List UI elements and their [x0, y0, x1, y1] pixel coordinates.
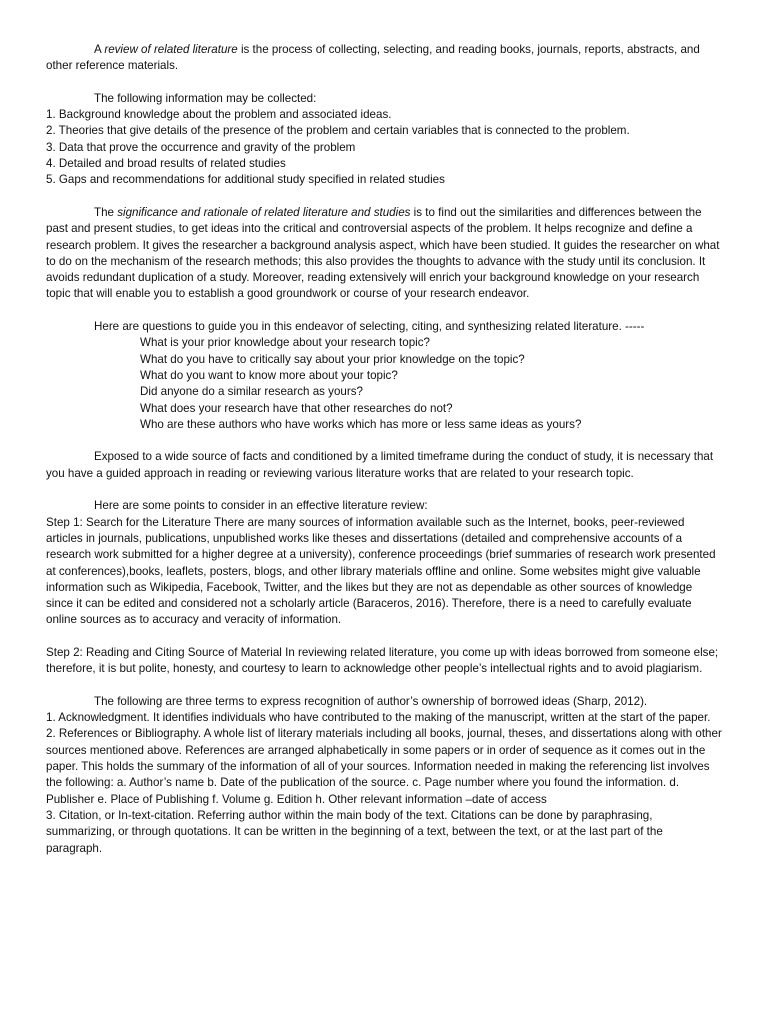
exposed-paragraph: Exposed to a wide source of facts and conditioned by a limited timeframe during the conduct of study, it is necessary that you have a guided approach in reading or reviewing various literature works that are related to your research topic. — [46, 450, 714, 480]
step2-paragraph: Step 2: Reading and Citing Source of Material In reviewing related literature, you come up with ideas borrowed from someone else; therefore, it is but polite, honesty, and courtesy to learn to acknowledge other people’s intellectual rights and to avoid plagiarism. — [46, 645, 719, 676]
question-item: What is your prior knowledge about your research topic? — [140, 336, 430, 350]
intro-term: review of related literature — [104, 43, 238, 56]
question-item: What do you want to know more about your topic? — [140, 368, 398, 382]
list-item: 5. Gaps and recommendations for additional study specified in related studies — [46, 173, 445, 187]
question-item: Who are these authors who have works which has more or less same ideas as yours? — [140, 417, 582, 431]
question-item: What do you have to critically say about your prior knowledge on the topic? — [140, 352, 525, 366]
list-item: 1. Background knowledge about the problem and associated ideas. — [46, 108, 392, 122]
term-item: 3. Citation, or In-text-citation. Referring author within the main body of the text. Citations can be done by paraphrasing, summarizing, or through quotations. It can be written in the beginning of a text, between the text, or at the last part of the paragraph. — [46, 808, 663, 855]
terms-list — [46, 710, 722, 857]
intro-before: A — [94, 43, 105, 56]
collected-list — [46, 107, 722, 188]
significance-paragraph — [46, 205, 722, 303]
list-item: 3. Data that prove the occurrence and gravity of the problem — [46, 140, 356, 154]
intro-paragraph — [46, 42, 722, 75]
question-item: Did anyone do a similar research as yours? — [140, 385, 363, 399]
significance-before: The — [94, 205, 118, 219]
step1-paragraph: Step 1: Search for the Literature There are many sources of information available such as the Internet, books, peer-reviewed articles in journals, publications, unpublished works like theses and dissertations (detailed and comprehensive accounts of a research work submitted for a higher degree at a university), conference proceedings (brief summaries of research work presented at conferences),books, leaflets, posters, blogs, and other library materials offline and online. Some websites might give valuable information such as Wikipedia, Facebook, Twitter, and the likes but they are not as dependable as other sources of knowledge since it can be edited and considered not a scholarly article (Baraceros, 2016). Therefore, there is a need to carefully evaluate online sources as to accuracy and veracity of information. — [46, 515, 716, 627]
document-page — [46, 42, 722, 857]
questions-list — [46, 335, 722, 433]
terms-lead: The following are three terms to express recognition of author’s ownership of borrowed ideas (Sharp, 2012). — [94, 694, 648, 708]
significance-after: is to find out the similarities and differences between the past and present studies, to get ideas into the critical and controversial aspects of the problem. It helps recognize and define a research problem. It gives the researcher a background analysis aspect, which have been studied. It guides the researcher on what to do on the mechanism of the research methods; this also provides the thoughts to advance with the study until its conclusion. It avoids redundant duplication of a study. Moreover, reading extensively will enrich your background knowledge on your research topic that will enable you to establish a good groundwork or course of your research endeavor. — [46, 205, 720, 301]
question-item: What does your research have that other researches do not? — [140, 401, 453, 415]
term-item: 1. Acknowledgment. It identifies individuals who have contributed to the making of the manuscript, written at the start of the paper. — [46, 711, 711, 725]
term-item: 2. References or Bibliography. A whole list of literary materials including all books, journal, theses, and dissertations along with other sources mentioned above. References are arranged alphabetically in some papers or in order of sequence as it comes out in the paper. This holds the summary of the information of all of your sources. Information needed in making the referencing list involves the following: a. Author’s name b. Date of the publication of the source. c. Page number where you found the information. d. Publisher e. Place of Publishing f. Volume g. Edition h. Other relevant information –date of access — [46, 727, 722, 806]
significance-term: significance and rationale of related literature and studies — [117, 205, 411, 219]
points-lead: Here are some points to consider in an effective literature review: — [94, 499, 428, 513]
collected-lead: The following information may be collected: — [94, 91, 317, 105]
list-item: 4. Detailed and broad results of related studies — [46, 157, 286, 171]
list-item: 2. Theories that give details of the presence of the problem and certain variables that is connected to the problem. — [46, 124, 630, 138]
questions-lead: Here are questions to guide you in this endeavor of selecting, citing, and synthesizing related literature. ----- — [94, 320, 645, 334]
intro-after: is the process of collecting, selecting, and reading books, journals, reports, abstracts, and other reference materials. — [46, 43, 700, 73]
